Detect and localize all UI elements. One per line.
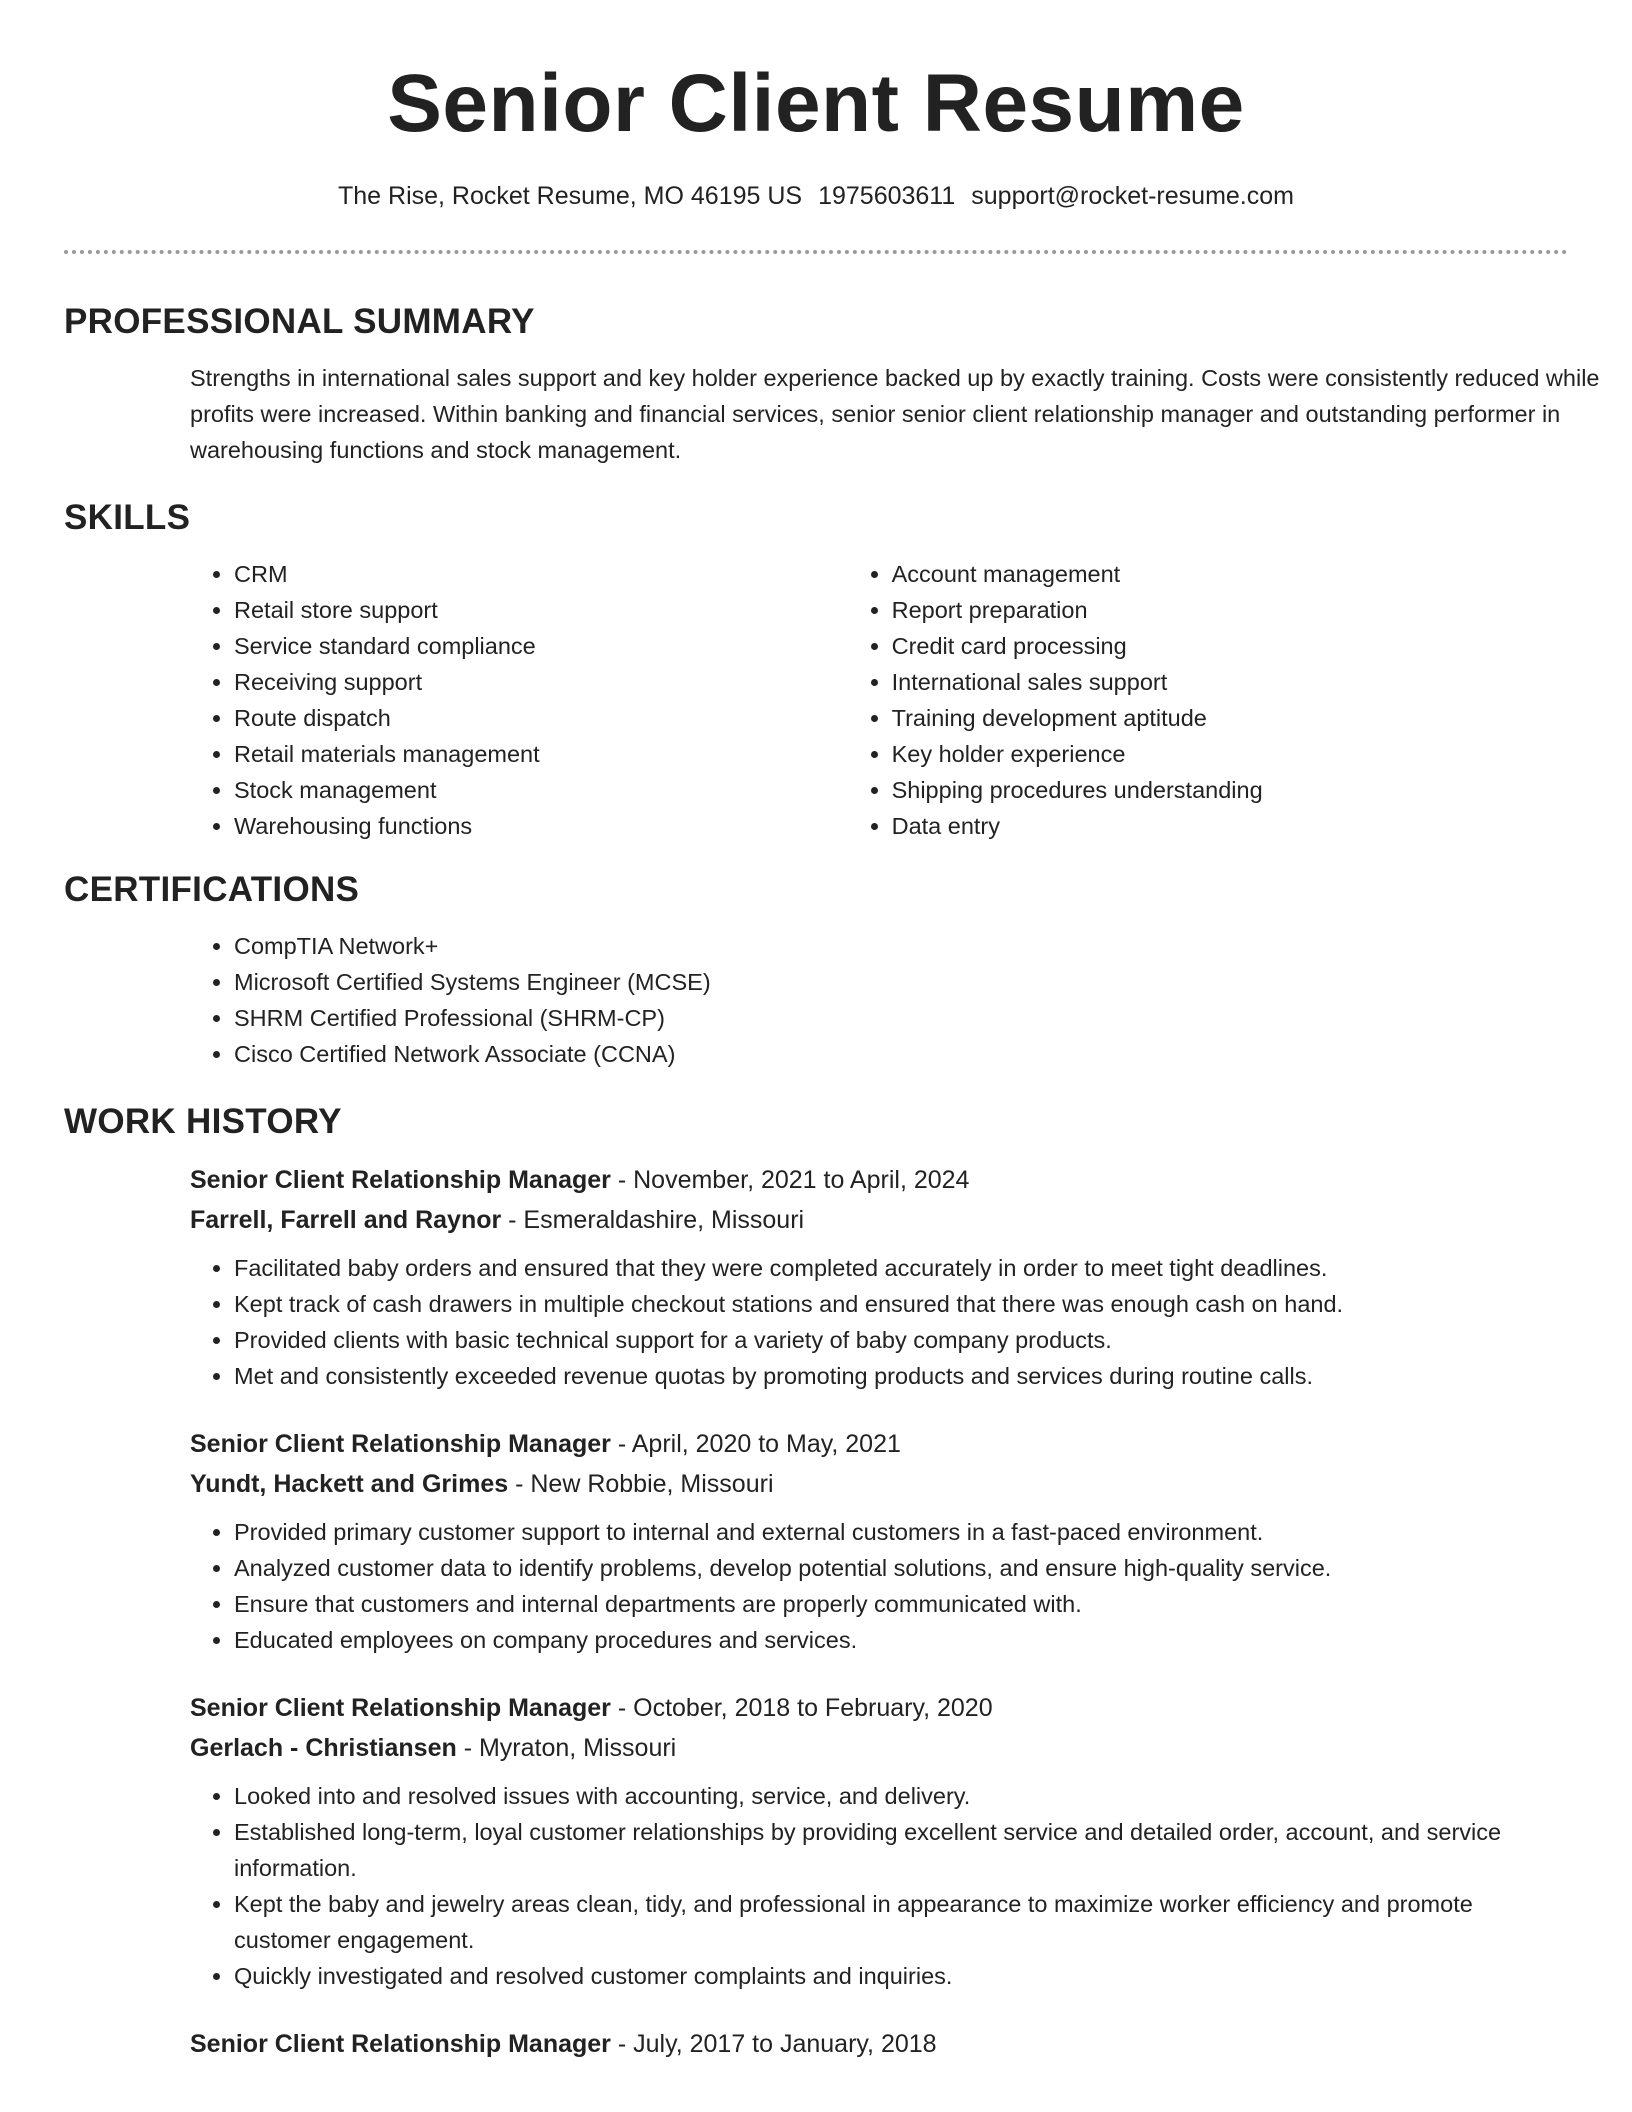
job-dates: - October, 2018 to February, 2020 bbox=[610, 1694, 993, 1722]
skill-item: • Shipping procedures understanding bbox=[892, 772, 1568, 808]
job-location: - Myraton, Missouri bbox=[456, 1734, 677, 1762]
skill-item: • Account management bbox=[892, 556, 1568, 592]
job-bullet: • Looked into and resolved issues with accounting, service, and delivery. bbox=[234, 1778, 1568, 1814]
job-bullet: • Quickly investigated and resolved customer complaints and inquiries. bbox=[234, 1958, 1568, 1994]
job-company: Yundt, Hackett and Grimes bbox=[190, 1470, 509, 1498]
job-bullets bbox=[190, 1250, 1568, 1394]
skills-column-left bbox=[190, 556, 848, 844]
job-title-line bbox=[190, 1688, 1568, 1728]
resume-content bbox=[64, 298, 1600, 2064]
job-bullet: • Facilitated baby orders and ensured that they were completed accurately in order to meet tight deadlines. bbox=[234, 1250, 1568, 1286]
job-bullets bbox=[190, 1778, 1568, 1994]
certification-item: • SHRM Certified Professional (SHRM-CP) bbox=[234, 1000, 1568, 1036]
job-company-line bbox=[190, 1728, 1568, 1768]
job-bullet: • Established long-term, loyal customer relationships by providing excellent service and detailed order, account, and service information. bbox=[234, 1814, 1568, 1886]
work-history-heading: WORK HISTORY bbox=[64, 1102, 342, 1141]
skill-item: • Route dispatch bbox=[234, 700, 848, 736]
job-company: Farrell, Farrell and Raynor bbox=[190, 1206, 502, 1234]
skill-item: • Data entry bbox=[892, 808, 1568, 844]
job-bullet: • Ensure that customers and internal departments are properly communicated with. bbox=[234, 1586, 1568, 1622]
skill-item: • Receiving support bbox=[234, 664, 848, 700]
certification-item: • CompTIA Network+ bbox=[234, 928, 1568, 964]
job-title-line bbox=[190, 1424, 1568, 1464]
job-bullet: • Kept the baby and jewelry areas clean, tidy, and professional in appearance to maximize worker efficiency and promote customer engagement. bbox=[234, 1886, 1568, 1958]
skill-item: • Stock management bbox=[234, 772, 848, 808]
job-location: - Esmeraldashire, Missouri bbox=[501, 1206, 805, 1234]
certifications-list bbox=[190, 928, 1568, 1072]
job-bullet: • Kept track of cash drawers in multiple checkout stations and ensured that there was enough cash on hand. bbox=[234, 1286, 1568, 1322]
job-company: Gerlach - Christiansen bbox=[190, 1734, 457, 1762]
certification-item: • Cisco Certified Network Associate (CCNA) bbox=[234, 1036, 1568, 1072]
skills-list bbox=[190, 556, 1568, 844]
job-bullet: • Met and consistently exceeded revenue quotas by promoting products and services during routine calls. bbox=[234, 1358, 1568, 1394]
skill-item: • Warehousing functions bbox=[234, 808, 848, 844]
contact-line bbox=[0, 180, 1632, 212]
job-bullet: • Provided primary customer support to internal and external customers in a fast-paced environment. bbox=[234, 1514, 1568, 1550]
skill-item: • Credit card processing bbox=[892, 628, 1568, 664]
job-entry bbox=[190, 2024, 1568, 2064]
job-entry bbox=[190, 1688, 1568, 1994]
skill-item: • CRM bbox=[234, 556, 848, 592]
job-role: Senior Client Relationship Manager bbox=[190, 1430, 611, 1458]
skill-item: • Training development aptitude bbox=[892, 700, 1568, 736]
summary-text: Strengths in international sales support and key holder experience backed up by exactly training. Costs were consistently reduced while profits were increased. Within banking and financial services, senior senior client relationship manager and outstanding performer in warehousing functions and stock management. bbox=[190, 365, 1600, 463]
skill-item: • Retail store support bbox=[234, 592, 848, 628]
job-role: Senior Client Relationship Manager bbox=[190, 2030, 611, 2058]
job-dates: - November, 2021 to April, 2024 bbox=[610, 1166, 970, 1194]
contact-email: support@rocket-resume.com bbox=[971, 182, 1294, 210]
job-location: - New Robbie, Missouri bbox=[508, 1470, 774, 1498]
contact-phone: 1975603611 bbox=[818, 182, 956, 210]
certifications-heading: CERTIFICATIONS bbox=[64, 870, 360, 909]
summary-heading: PROFESSIONAL SUMMARY bbox=[64, 302, 535, 341]
resume-header bbox=[0, 0, 1632, 212]
skill-item: • Report preparation bbox=[892, 592, 1568, 628]
job-company-line bbox=[190, 1464, 1568, 1504]
job-dates: - July, 2017 to January, 2018 bbox=[610, 2030, 937, 2058]
skill-item: • Service standard compliance bbox=[234, 628, 848, 664]
job-dates: - April, 2020 to May, 2021 bbox=[610, 1430, 901, 1458]
job-bullet: • Educated employees on company procedures and services. bbox=[234, 1622, 1568, 1658]
job-bullet: • Analyzed customer data to identify problems, develop potential solutions, and ensure high-quality service. bbox=[234, 1550, 1568, 1586]
header-divider bbox=[64, 250, 1568, 254]
job-title-line bbox=[190, 1160, 1568, 1200]
job-bullets bbox=[190, 1514, 1568, 1658]
certification-item: • Microsoft Certified Systems Engineer (MCSE) bbox=[234, 964, 1568, 1000]
job-entry bbox=[190, 1160, 1568, 1394]
job-title-line bbox=[190, 2024, 1568, 2064]
contact-address: The Rise, Rocket Resume, MO 46195 US bbox=[338, 182, 803, 210]
skill-item: • International sales support bbox=[892, 664, 1568, 700]
job-role: Senior Client Relationship Manager bbox=[190, 1694, 611, 1722]
job-entry bbox=[190, 1424, 1568, 1658]
skills-column-right bbox=[848, 556, 1568, 844]
job-company-line bbox=[190, 1200, 1568, 1240]
skills-heading: SKILLS bbox=[64, 498, 191, 537]
work-history bbox=[190, 1160, 1568, 2064]
certifications-bullets bbox=[190, 928, 1568, 1072]
skill-item: • Retail materials management bbox=[234, 736, 848, 772]
job-bullet: • Provided clients with basic technical support for a variety of baby company products. bbox=[234, 1322, 1568, 1358]
skill-item: • Key holder experience bbox=[892, 736, 1568, 772]
candidate-name: Senior Client Resume bbox=[387, 58, 1245, 149]
job-role: Senior Client Relationship Manager bbox=[190, 1166, 611, 1194]
